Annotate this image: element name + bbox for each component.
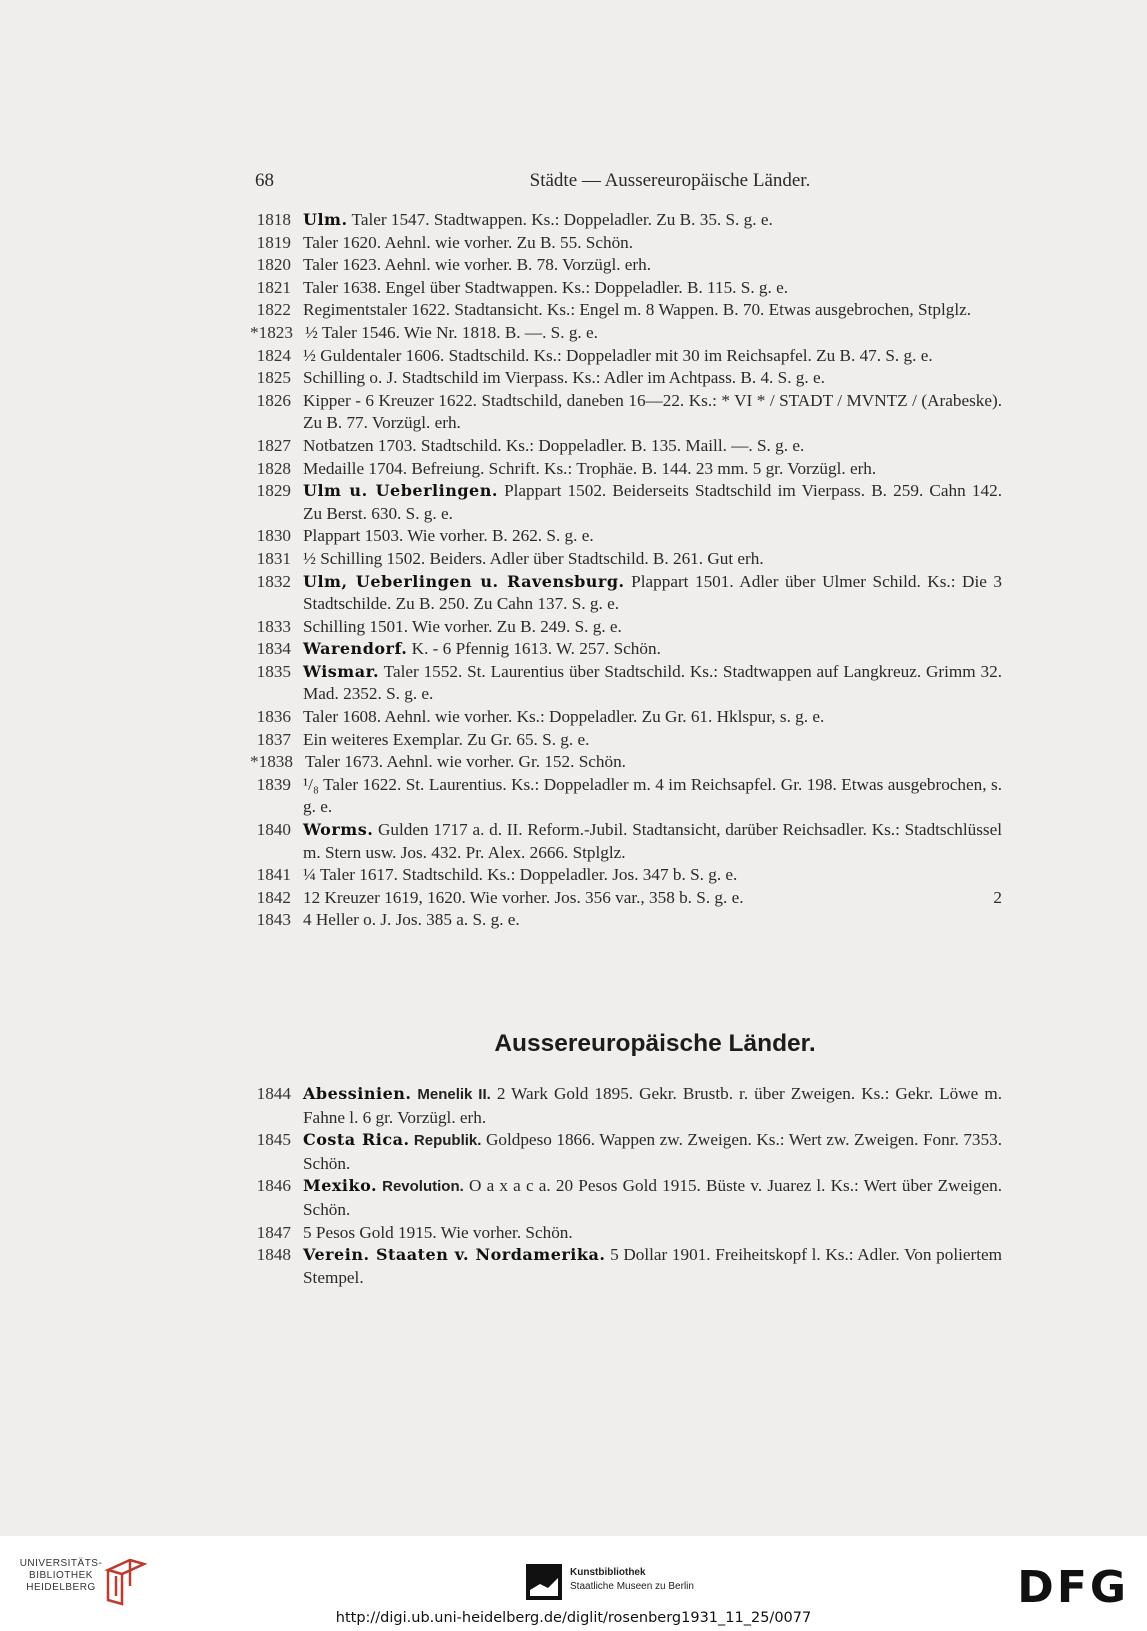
lot-number: 1829 <box>256 481 291 501</box>
catalog-entry <box>250 232 1002 255</box>
lot-description <box>303 345 1002 368</box>
place-name: Ulm, Ueberlingen u. Ravensburg. <box>303 571 625 591</box>
lot-description <box>303 571 1002 616</box>
catalog-entry <box>250 571 1002 616</box>
catalog-entry <box>250 480 1002 525</box>
lot-description <box>303 435 1002 458</box>
lot-text: K. - 6 Pfennig 1613. W. 257. Schön. <box>407 639 661 659</box>
lot-number: 1833 <box>256 616 291 636</box>
place-name: Ulm u. Ueberlingen. <box>303 481 498 501</box>
lot-description <box>303 525 1002 548</box>
ruler-period: Revolution. <box>377 1178 464 1196</box>
catalog-entry <box>250 1129 1002 1175</box>
lot-number: 1840 <box>256 820 291 840</box>
lot-text: Notbatzen 1703. Stadtschild. Ks.: Doppeladler. B. 135. Maill. —. S. g. e. <box>303 435 805 455</box>
lot-text: Taler 1620. Aehnl. wie vorher. Zu B. 55. Schön. <box>303 232 634 252</box>
lot-number: 1837 <box>256 729 291 749</box>
lot-text: 5 Pesos Gold 1915. Wie vorher. Schön. <box>303 1222 573 1242</box>
lot-number: 1820 <box>256 255 291 275</box>
uni-logo-line: BIBLIOTHEK <box>29 1570 93 1581</box>
catalog-entry <box>250 277 1002 300</box>
lot-number: *1823 <box>250 322 293 342</box>
lot-text: Plappart 1503. Wie vorher. B. 262. S. g. e. <box>303 526 594 546</box>
running-head <box>255 170 1045 196</box>
lot-description <box>303 1129 1002 1175</box>
catalog-entry <box>250 774 1002 819</box>
place-name: Warendorf. <box>303 639 408 659</box>
kunstbibliothek-logo[interactable] <box>526 1564 726 1606</box>
lot-description <box>303 864 1002 887</box>
permalink-url[interactable]: http://digi.ub.uni-heidelberg.de/diglit/rosenberg1931_11_25/0077 <box>335 1610 812 1626</box>
place-name: Mexiko. <box>303 1176 378 1196</box>
lot-text: Taler 1638. Engel über Stadtwappen. Ks.: Doppeladler. B. 115. S. g. e. <box>303 277 789 297</box>
lot-description <box>305 751 1002 774</box>
lot-description <box>303 1175 1002 1221</box>
lot-text: Plappart 1502. Beiderseits Stadtschild im Vierpass. B. 259. Cahn 142. Zu Berst. 630. S. g. e. <box>303 481 1002 523</box>
lot-description <box>305 322 1002 345</box>
lot-text: Kipper - 6 Kreuzer 1622. Stadtschild, daneben 16—22. Ks.: * VI * / STADT / MVNTZ / (Arabeske). Zu B. 77. Vorzügl. erh. <box>303 390 1002 433</box>
catalog-entry <box>250 909 1002 932</box>
page-title: Städte — Aussereuropäische Länder. <box>529 170 811 191</box>
catalog-entry <box>250 435 1002 458</box>
lot-number: 1847 <box>256 1222 291 1242</box>
lot-description <box>303 299 1002 322</box>
lot-number: 1844 <box>256 1084 291 1103</box>
museum-name: Kunstbibliothek <box>570 1567 646 1578</box>
lot-description <box>303 661 1002 706</box>
lot-number: 1835 <box>256 661 291 681</box>
catalog-entry <box>250 525 1002 548</box>
lot-description <box>303 480 1002 525</box>
lot-description <box>303 232 1002 255</box>
lot-number: 1822 <box>256 300 291 320</box>
dfg-logo[interactable]: DFG <box>1017 1562 1129 1613</box>
uni-logo-mark-icon <box>104 1556 148 1606</box>
lot-text: ¹/₈ Taler 1622. St. Laurentius. Ks.: Doppeladler m. 4 im Reichsapfel. Gr. 198. Etwas ausgebrochen, s. g. e. <box>303 774 1002 817</box>
lot-number: 1848 <box>256 1245 291 1265</box>
lot-text: Goldpeso 1866. Wappen zw. Zweigen. Ks.: Wert zw. Zweigen. Fonr. 7353. Schön. <box>303 1130 1002 1173</box>
lot-number: 1819 <box>256 232 291 252</box>
lot-text: 4 Heller o. J. Jos. 385 a. S. g. e. <box>303 910 520 930</box>
university-library-logo[interactable] <box>18 1558 148 1608</box>
catalog-entry <box>250 638 1002 661</box>
lot-text: Taler 1552. St. Laurentius über Stadtschild. Ks.: Stadtwappen auf Langkreuz. Grimm 32. Mad. 2352. S. g. e. <box>303 661 1002 704</box>
lot-description <box>303 616 1002 639</box>
place-name: Ulm. <box>303 210 348 229</box>
place-name: Abessinien. <box>303 1084 412 1103</box>
uni-logo-line: HEIDELBERG <box>26 1582 96 1593</box>
catalog-entry <box>250 458 1002 481</box>
catalog-entry <box>250 367 1002 390</box>
catalog-entry <box>250 1175 1002 1221</box>
catalog-entry <box>250 819 1002 864</box>
lot-number: *1838 <box>250 752 293 772</box>
lot-text: 5 Dollar 1901. Freiheitskopf l. Ks.: Adler. Von poliertem Stempel. <box>303 1245 1002 1287</box>
catalog-entry <box>250 864 1002 887</box>
lot-number: 1845 <box>256 1130 291 1150</box>
ruler-period: Menelik II. <box>411 1086 491 1103</box>
lot-price: 2 <box>993 887 1002 907</box>
lot-number: 1824 <box>256 345 291 365</box>
lot-text: Taler 1608. Aehnl. wie vorher. Ks.: Doppeladler. Zu Gr. 61. Hklspur, s. g. e. <box>303 707 825 727</box>
lot-text: Taler 1547. Stadtwappen. Ks.: Doppeladler. Zu B. 35. S. g. e. <box>347 210 773 229</box>
page-number: 68 <box>255 170 274 191</box>
lot-description <box>303 548 1002 571</box>
section-heading: Aussereuropäische Länder. <box>494 1030 816 1057</box>
lot-number: 1842 <box>256 887 291 907</box>
catalog-entry <box>250 1222 1002 1245</box>
lot-text: 2 Wark Gold 1895. Gekr. Brustb. r. über Zweigen. Ks.: Gekr. Löwe m. Fahne l. 6 gr. Vorzügl. erh. <box>303 1084 1002 1127</box>
page-footer <box>0 1536 1147 1631</box>
lot-description <box>303 729 1002 752</box>
catalog-entry <box>250 706 1002 729</box>
place-name: Wismar. <box>303 661 380 681</box>
lot-number: 1836 <box>256 707 291 727</box>
catalog-entry <box>250 616 1002 639</box>
lot-text: Medaille 1704. Befreiung. Schrift. Ks.: Trophäe. B. 144. 23 mm. 5 gr. Vorzügl. erh. <box>303 458 877 478</box>
lot-text: Ein weiteres Exemplar. Zu Gr. 65. S. g. e. <box>303 729 590 749</box>
uni-logo-line: UNIVERSITÄTS- <box>19 1558 103 1569</box>
lot-number: 1825 <box>256 368 291 388</box>
catalog-entry <box>250 390 1002 435</box>
place-name: Verein. Staaten v. Nordamerika. <box>303 1245 606 1265</box>
catalog-entry <box>250 345 1002 368</box>
catalog-entry <box>250 1244 1002 1289</box>
lot-number: 1818 <box>256 210 291 229</box>
lot-text: Plappart 1501. Adler über Ulmer Schild. Ks.: Die 3 Stadtschilde. Zu B. 250. Zu Cahn 137. S. g. e. <box>303 571 1003 614</box>
catalog-entry <box>250 751 1002 774</box>
catalog-entry <box>250 1083 1002 1129</box>
catalog-entry <box>250 322 1002 345</box>
lot-text: Schilling 1501. Wie vorher. Zu B. 249. S. g. e. <box>303 616 622 636</box>
lot-number: 1826 <box>256 390 291 410</box>
lot-number: 1832 <box>256 571 291 591</box>
lot-number: 1834 <box>256 639 291 659</box>
catalog-entry <box>250 661 1002 706</box>
lot-description <box>303 367 1002 390</box>
catalog-entry <box>250 254 1002 277</box>
place-name: Costa Rica. <box>303 1130 410 1150</box>
lot-number: 1821 <box>256 277 291 297</box>
lot-description <box>303 1222 1002 1245</box>
lot-text: Schilling o. J. Stadtschild im Vierpass. Ks.: Adler im Achtpass. B. 4. S. g. e. <box>303 368 825 388</box>
lot-text: ½ Taler 1546. Wie Nr. 1818. B. —. S. g. e. <box>304 322 598 342</box>
catalog-entry <box>250 729 1002 752</box>
lot-text: Taler 1623. Aehnl. wie vorher. B. 78. Vorzügl. erh. <box>303 255 652 275</box>
lot-number: 1830 <box>256 526 291 546</box>
lot-number: 1841 <box>256 865 291 885</box>
lot-description <box>303 209 1002 232</box>
place-name: Worms. <box>303 820 374 840</box>
lot-number: 1831 <box>256 548 291 568</box>
lot-description <box>303 1244 1002 1289</box>
ruler-period: Republik. <box>409 1132 482 1150</box>
lot-text: 12 Kreuzer 1619, 1620. Wie vorher. Jos. 356 var., 358 b. S. g. e. <box>303 887 744 907</box>
lot-text: ½ Guldentaler 1606. Stadtschild. Ks.: Doppeladler mit 30 im Reichsapfel. Zu B. 47. S. g. e. <box>303 345 933 365</box>
catalog-entry <box>250 299 1002 322</box>
catalog-entry <box>250 209 1002 232</box>
lot-description <box>303 887 1002 910</box>
lot-description <box>303 909 1002 932</box>
lot-description <box>303 1083 1002 1129</box>
catalog-entry <box>250 548 1002 571</box>
lot-number: 1828 <box>256 458 291 478</box>
lot-description <box>303 390 1002 435</box>
catalog-entry <box>250 887 1002 910</box>
lot-description <box>303 774 1002 819</box>
lot-number: 1827 <box>256 435 291 455</box>
lot-text: ¼ Taler 1617. Stadtschild. Ks.: Doppeladler. Jos. 347 b. S. g. e. <box>303 865 738 885</box>
lot-description <box>303 819 1002 864</box>
lot-text: ½ Schilling 1502. Beiders. Adler über Stadtschild. B. 261. Gut erh. <box>303 548 764 568</box>
lot-number: 1839 <box>256 774 291 794</box>
lot-description <box>303 706 1002 729</box>
museum-logo-mark-icon <box>526 1564 562 1600</box>
lot-description <box>303 277 1002 300</box>
catalog-list-cities <box>250 209 1002 932</box>
lot-text: Regimentstaler 1622. Stadtansicht. Ks.: Engel m. 8 Wappen. B. 70. Etwas ausgebrochen, Stplglz. <box>303 300 972 320</box>
catalog-list-non-european <box>250 1083 1002 1289</box>
lot-description <box>303 458 1002 481</box>
lot-number: 1846 <box>256 1176 291 1196</box>
lot-text: Gulden 1717 a. d. II. Reform.-Jubil. Stadtansicht, darüber Reichsadler. Ks.: Stadtschlüssel m. Stern usw. Jos. 432. Pr. Alex. 2666. Stplglz. <box>303 820 1002 862</box>
lot-text: O a x a c a. 20 Pesos Gold 1915. Büste v. Juarez l. Ks.: Wert über Zweigen. Schön. <box>303 1176 1002 1219</box>
lot-number: 1843 <box>256 910 291 930</box>
lot-description <box>303 638 1002 661</box>
lot-text: Taler 1673. Aehnl. wie vorher. Gr. 152. Schön. <box>304 752 626 772</box>
lot-description <box>303 254 1002 277</box>
museum-subtitle: Staatliche Museen zu Berlin <box>570 1581 694 1592</box>
